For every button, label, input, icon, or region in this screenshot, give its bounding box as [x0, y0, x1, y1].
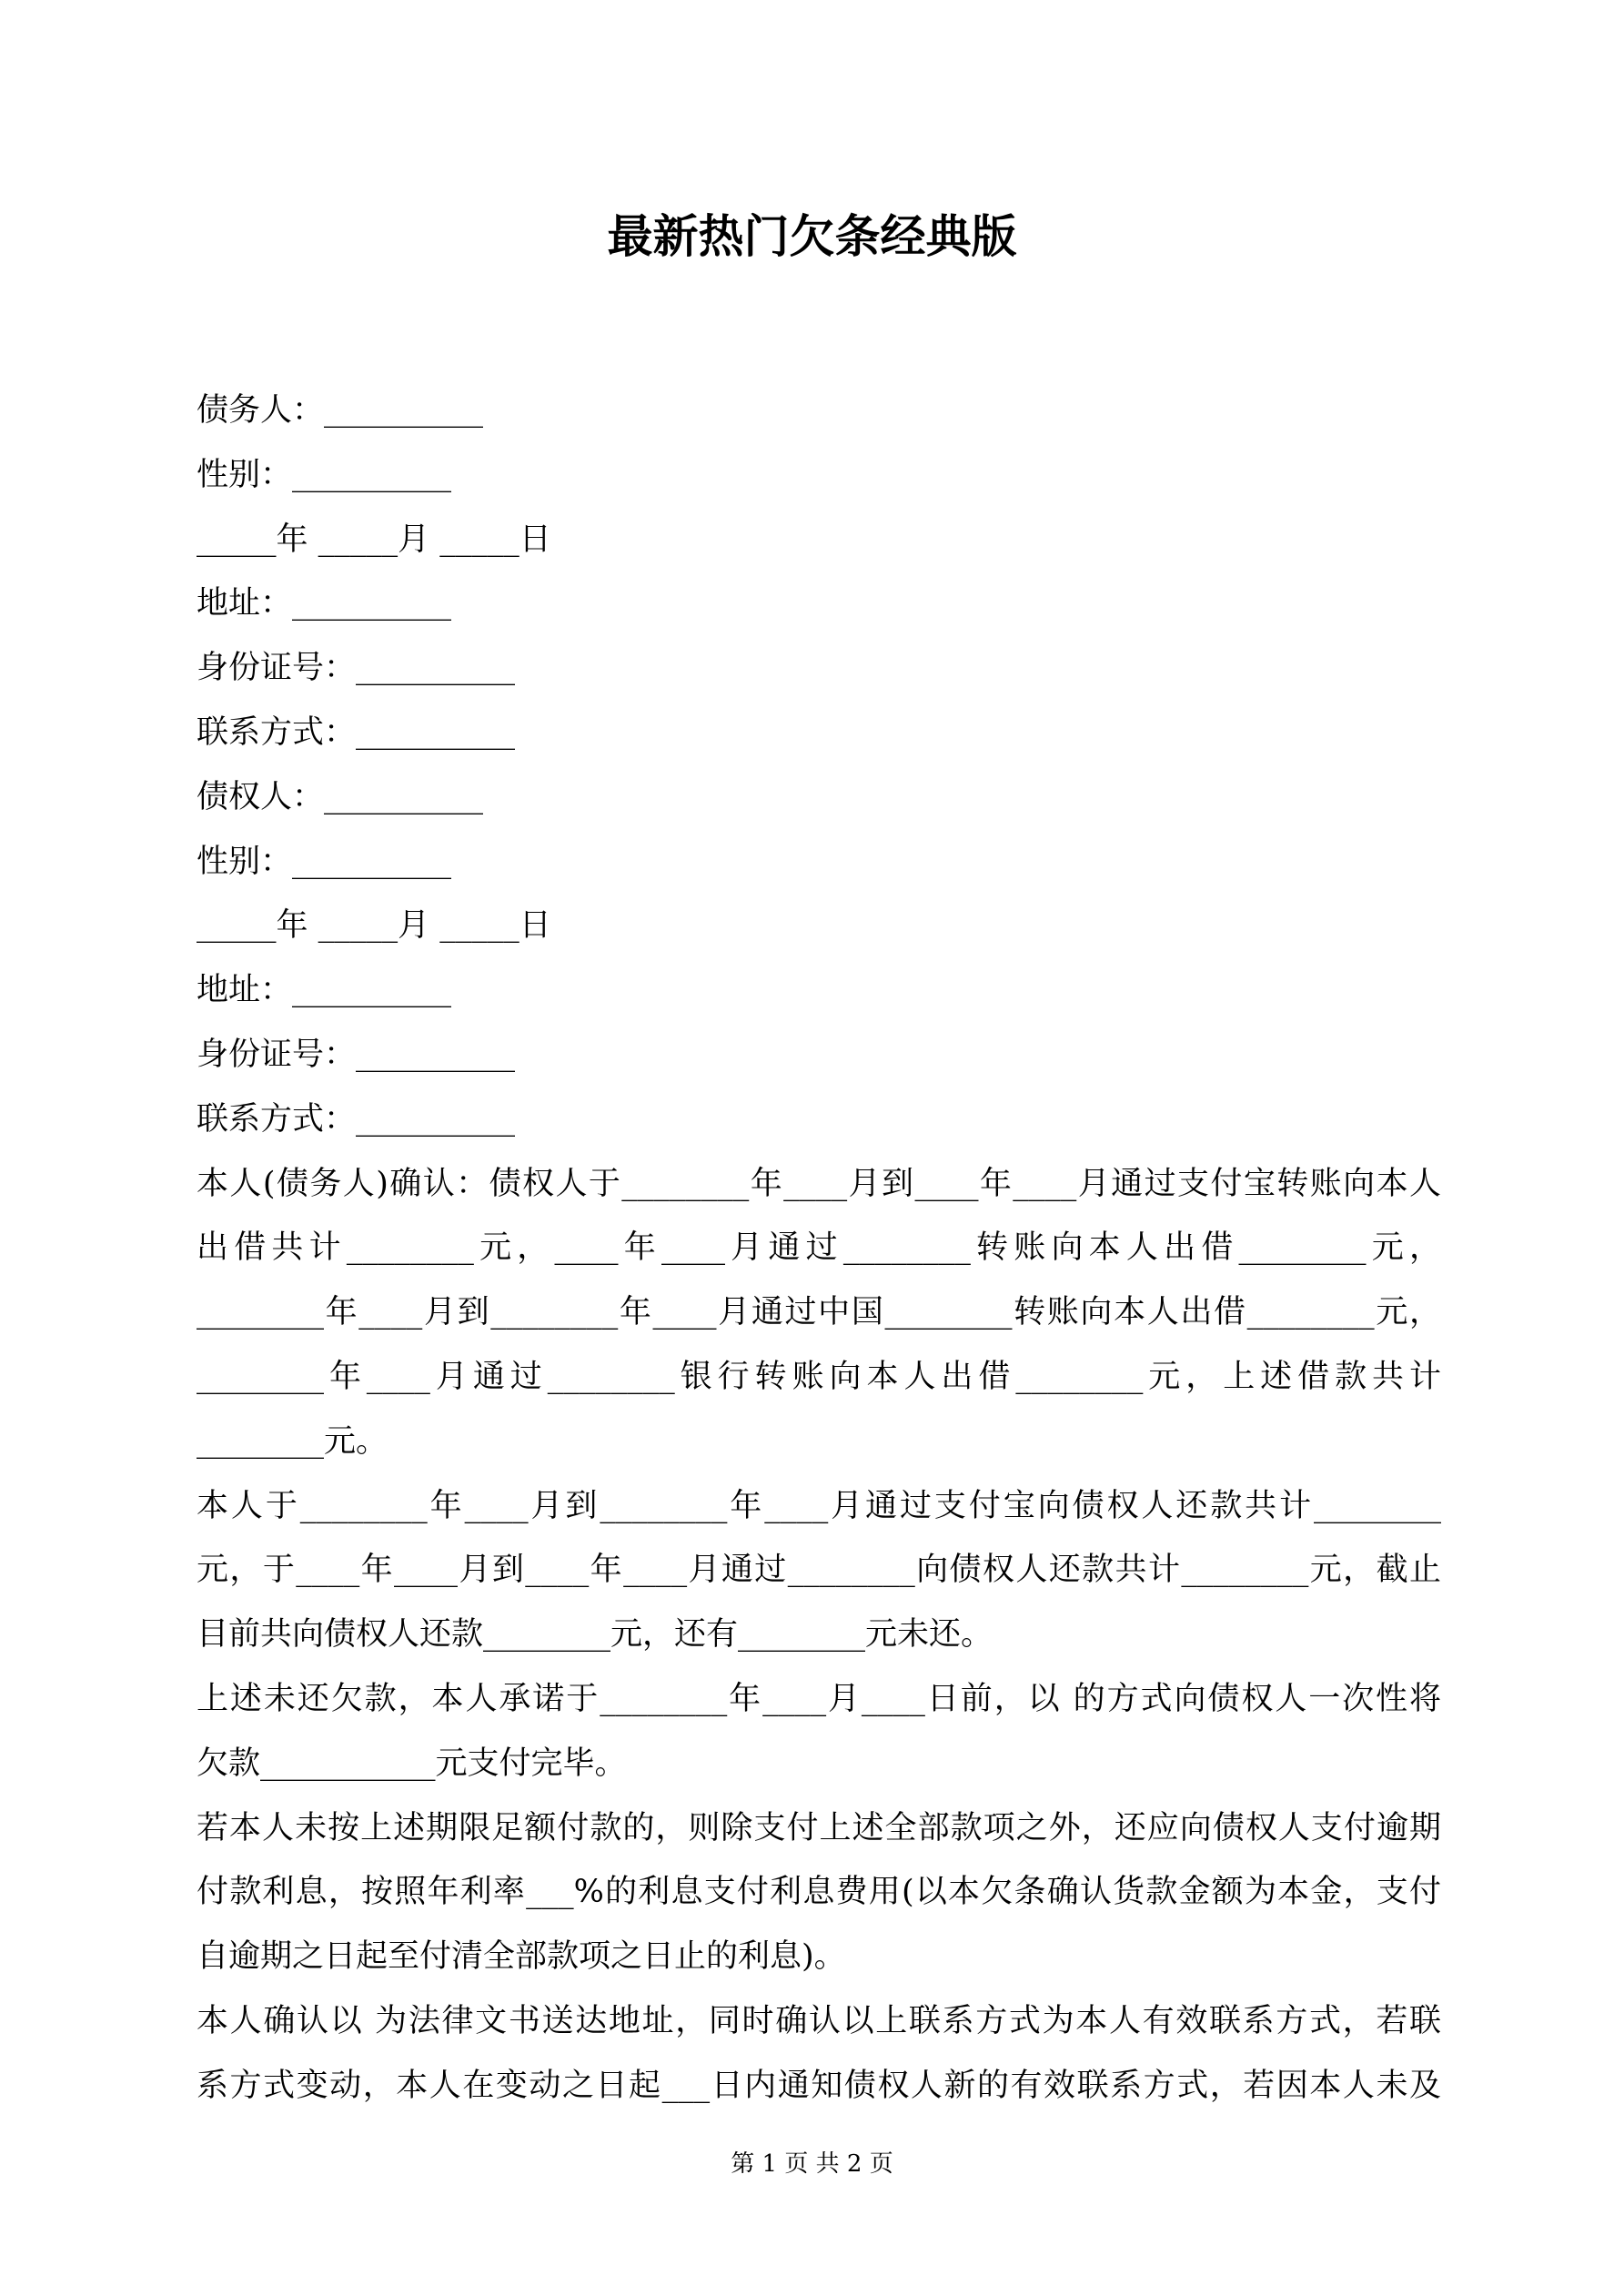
- field-line: _____年 _____月 _____日: [197, 521, 551, 558]
- field-line: 联系方式：__________: [197, 1100, 516, 1138]
- field-line: 性别：__________: [197, 456, 452, 493]
- paragraph-line: ________年____月通过________银行转账向本人出借________元，上述借款共计: [197, 1358, 1441, 1395]
- paragraph-line: 付款利息，按照年利率___%的利息支付利息费用(以本欠条确认货款金额为本金，支付: [197, 1874, 1441, 1911]
- paragraph-line: 本人(债务人)确认：债权人于________年____月到____年____月通过支付宝转账向本人: [197, 1165, 1441, 1202]
- paragraph-line: 系方式变动，本人在变动之日起___日内通知债权人新的有效联系方式，若因本人未及: [197, 2067, 1441, 2104]
- paragraph-line: 元，于____年____月到____年____月通过________向债权人还款共计________元，截止: [197, 1552, 1441, 1589]
- field-line: 联系方式：__________: [197, 713, 516, 751]
- field-line: 债权人：__________: [197, 778, 484, 815]
- paragraph-line: 目前共向债权人还款________元，还有________元未还。: [197, 1616, 994, 1654]
- field-line: _____年 _____月 _____日: [197, 907, 551, 945]
- field-line: 地址：__________: [197, 585, 452, 622]
- document-body: [197, 379, 1441, 2119]
- page-footer: 第 1 页 共 2 页: [731, 2150, 893, 2178]
- field-line: 性别：__________: [197, 843, 452, 880]
- field-line: 身份证号：__________: [197, 1036, 516, 1073]
- document-title: 最新热门欠条经典版: [607, 209, 1017, 263]
- paragraph-line: ________年____月到________年____月通过中国________转账向本人出借________元，: [197, 1294, 1441, 1331]
- paragraph-line: 自逾期之日起至付清全部款项之日止的利息)。: [197, 1938, 846, 1976]
- paragraph-line: 若本人未按上述期限足额付款的，则除支付上述全部款项之外，还应向债权人支付逾期: [197, 1809, 1441, 1846]
- paragraph-line: 上述未还欠款，本人承诺于________年____月____日前，以 的方式向债权人一次性将: [197, 1680, 1441, 1717]
- field-line: 地址：__________: [197, 972, 452, 1009]
- paragraph-line: ________元。: [197, 1422, 388, 1460]
- paragraph-line: 本人于________年____月到________年____月通过支付宝向债权人还款共计________: [197, 1487, 1441, 1524]
- paragraph-line: 本人确认以 为法律文书送达地址，同时确认以上联系方式为本人有效联系方式，若联: [197, 2002, 1441, 2039]
- field-line: 债务人：__________: [197, 392, 484, 429]
- paragraph-line: 欠款___________元支付完毕。: [197, 1745, 627, 1782]
- paragraph-line: 出借共计________元，____年____月通过________转账向本人出借________元，: [197, 1229, 1441, 1267]
- field-line: 身份证号：__________: [197, 650, 516, 687]
